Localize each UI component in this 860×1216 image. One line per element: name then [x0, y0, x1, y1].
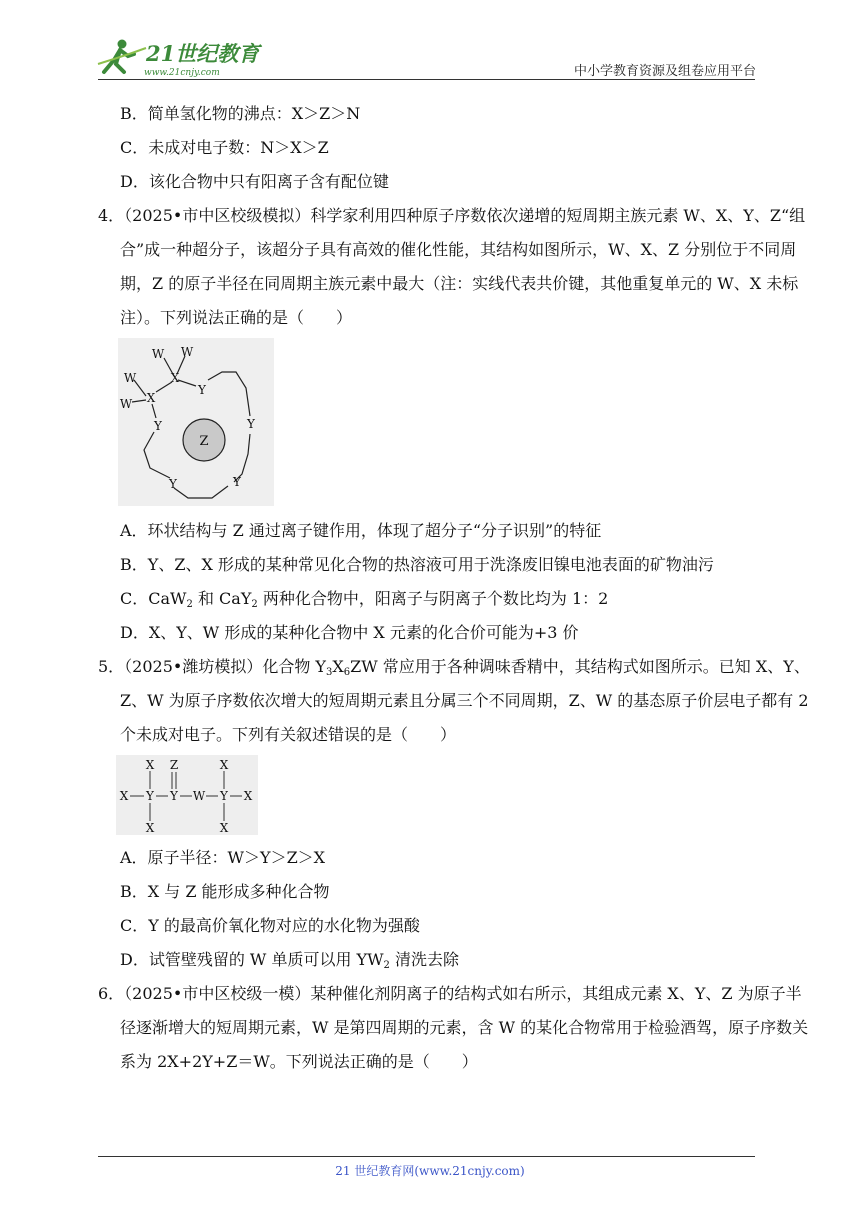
- q5-stem-line-2: Z、W 为原子序数依次增大的短周期元素且分属三个不同周期，Z、W 的基态原子价层电子都有 2: [120, 691, 809, 710]
- q5-option-c: C．Y 的最高价氧化物对应的水化物为强酸: [120, 916, 420, 935]
- platform-name: 中小学教育资源及组卷应用平台: [573, 64, 756, 79]
- q4-stem-line-3: 期，Z 的原子半径在同周期主族元素中最大（注：实线代表共价键，其他重复单元的 W、X 未标: [120, 274, 799, 293]
- q6-stem-line-3: 系为 2X+2Y+Z＝W。下列说法正确的是（ ）: [120, 1052, 478, 1071]
- q5-option-a: A．原子半径：W＞Y＞Z＞X: [120, 848, 326, 867]
- fig2-atom-x: X: [219, 821, 229, 835]
- supramolecule-figure: [118, 338, 274, 506]
- fig2-atom-w: W: [192, 789, 206, 803]
- fig2-atom-y: Y: [170, 789, 178, 803]
- header-divider: [98, 79, 755, 80]
- fig1-atom-w: W: [119, 397, 133, 411]
- q4-option-c: C．CaW$_2$ 和 CaY$_2$ 两种化合物中，阳离子与阴离子个数比均为 1：2: [120, 589, 609, 610]
- q5-stem-line-1: 5．（2025•潍坊模拟）化合物 $Y_3X_6ZW$ 常应用于各种调味香精中，其结构式如图所示。已知 X、Y、: [98, 657, 810, 678]
- fig1-atom-y: Y: [247, 417, 255, 431]
- fig2-atom-z: Z: [169, 758, 179, 772]
- footer-link[interactable]: 21 世纪教育网(www.21cnjy.com): [335, 1164, 525, 1178]
- q4-stem-line-1: 4．（2025•市中区校级模拟）科学家利用四种原子序数依次递增的短周期主族元素 W、X、Y、Z“组: [98, 206, 806, 225]
- fig1-atom-x: X: [146, 391, 156, 405]
- footer-divider: [98, 1156, 755, 1157]
- fig2-atom-x: X: [145, 758, 155, 772]
- q5-stem-line-3: 个未成对电子。下列有关叙述错误的是（ ）: [120, 725, 457, 744]
- fig1-atom-y: Y: [233, 475, 241, 489]
- fig1-atom-w: W: [123, 371, 137, 385]
- fig1-atom-y: Y: [169, 477, 177, 491]
- fig2-atom-y: Y: [220, 789, 228, 803]
- q5-option-b: B．X 与 Z 能形成多种化合物: [120, 882, 330, 901]
- fig1-atom-w: W: [180, 345, 194, 359]
- fig1-atom-y: Y: [198, 383, 206, 397]
- fig1-atom-w: W: [151, 347, 165, 361]
- fig1-atom-x: X: [170, 371, 180, 385]
- q3-option-d: D．该化合物中只有阳离子含有配位键: [120, 172, 389, 191]
- q3-option-b: B．简单氢化物的沸点：X＞Z＞N: [120, 104, 361, 123]
- q5-option-d: D．试管壁残留的 W 单质可以用 $YW_2$ 清洗去除: [120, 950, 460, 971]
- q4-option-d: D．X、Y、W 形成的某种化合物中 X 元素的化合价可能为+3 价: [120, 623, 579, 642]
- q6-stem-line-2: 径逐渐增大的短周期元素，W 是第四周期的元素，含 W 的某化合物常用于检验酒驾，原子序数关: [120, 1018, 809, 1037]
- logo-url-text: www.21cnjy.com: [144, 68, 220, 78]
- q4-option-b: B．Y、Z、X 形成的某种常见化合物的热溶液可用于洗涤废旧镍电池表面的矿物油污: [120, 555, 714, 574]
- fig1-atom-y: Y: [154, 419, 162, 433]
- q4-stem-line-4: 注）。下列说法正确的是（ ）: [120, 308, 353, 327]
- q4-stem-line-2: 合”成一种超分子，该超分子具有高效的催化性能，其结构如图所示，W、X、Z 分别位于不同周: [120, 240, 797, 259]
- fig2-atom-x: X: [119, 789, 129, 803]
- fig2-atom-x: X: [219, 758, 229, 772]
- fig2-atom-x: X: [243, 789, 253, 803]
- q3-option-c: C．未成对电子数：N＞X＞Z: [120, 138, 329, 157]
- site-logo: [94, 34, 264, 78]
- logo-main-text: 21世纪教育: [146, 41, 260, 66]
- q6-stem-line-1: 6．（2025•市中区校级一模）某种催化剂阴离子的结构式如右所示，其组成元素 X、Y、Z 为原子半: [98, 984, 802, 1003]
- q4-option-a: A．环状结构与 Z 通过离子键作用，体现了超分子“分子识别”的特征: [120, 521, 602, 540]
- fig2-atom-y: Y: [146, 789, 154, 803]
- structural-formula-figure: [116, 755, 258, 835]
- fig2-atom-x: X: [145, 821, 155, 835]
- page-header: [94, 30, 756, 80]
- fig1-atom-z: Z: [199, 434, 209, 449]
